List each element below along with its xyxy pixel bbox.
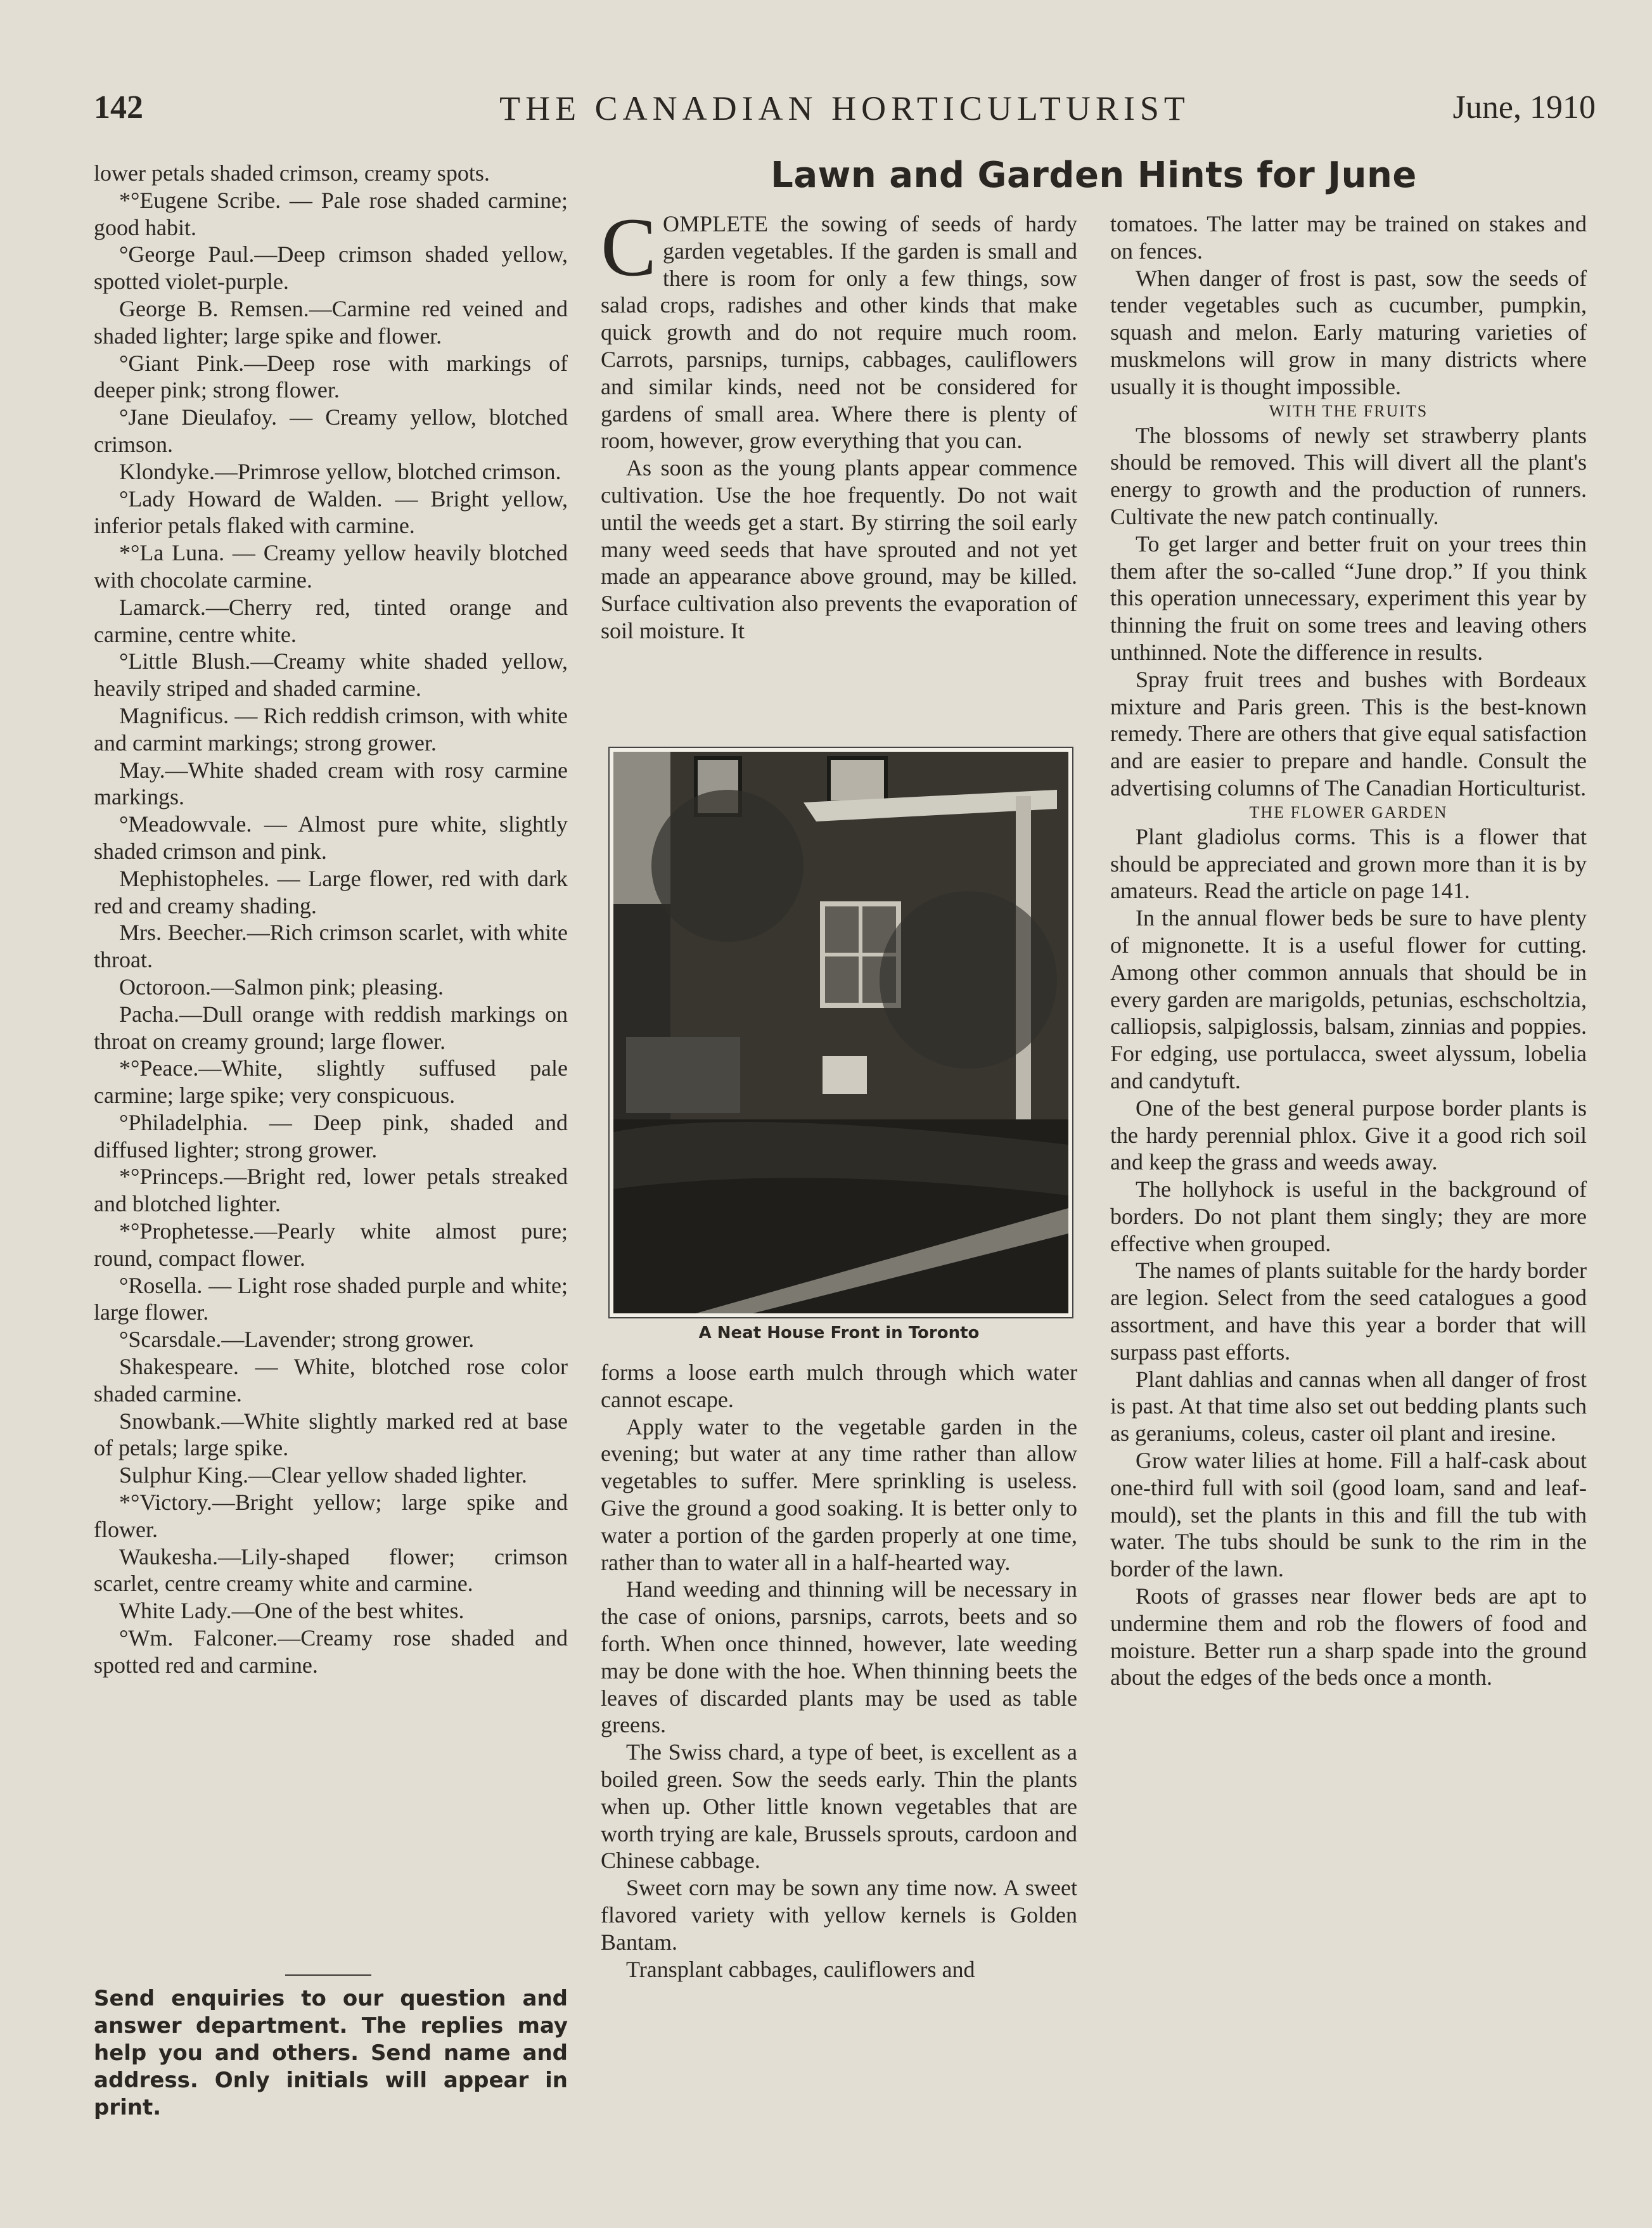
variety-entry: °Wm. Falconer.—Creamy rose shaded and spotted red and carmine. (94, 1625, 568, 1678)
variety-entry: White Lady.—One of the best whites. (119, 1598, 464, 1624)
variety-entry: lower petals shaded crimson, creamy spots. (94, 160, 490, 186)
variety-entry: °George Paul.—Deep crimson shaded yellow, spotted violet-purple. (94, 241, 568, 295)
house-photo-illustration (613, 752, 1068, 1313)
paragraph: The hollyhock is useful in the background of borders. Do not plant them singly; they are more effective when grouped. (1110, 1176, 1587, 1256)
variety-entry: *°Eugene Scribe. — Pale rose shaded carmine; good habit. (94, 187, 568, 240)
variety-entry: °Little Blush.—Creamy white shaded yellow, heavily striped and shaded carmine. (94, 648, 568, 702)
paragraph: Hand weeding and thinning will be necessary in the case of onions, parsnips, carrots, beets and so forth. When once thinned, however, late weeding may be done with the hoe. When thinning beets the leaves of discarded plants may be used as table greens. (601, 1576, 1077, 1738)
variety-entry: May.—White shaded cream with rosy carmine markings. (94, 757, 568, 810)
variety-entry: Snowbank.—White slightly marked red at base of petals; large spike. (94, 1408, 568, 1461)
right-column (1110, 210, 1587, 1691)
drop-cap: C (601, 200, 657, 293)
left-column (94, 160, 568, 1679)
paragraph: To get larger and better fruit on your trees thin them after the so-called “June drop.” If you think this operation unnecessary, experiment this year by thinning the fruit on some trees and leaving others unthinned. Note the difference in results. (1110, 531, 1587, 665)
issue-date: June, 1910 (1452, 89, 1596, 126)
variety-entry: °Philadelphia. — Deep pink, shaded and diffused lighter; strong grower. (94, 1109, 568, 1162)
middle-column-bottom (601, 1359, 1077, 1983)
variety-entry: Shakespeare. — White, blotched rose color shaded carmine. (94, 1354, 568, 1407)
middle-column-top (601, 200, 1077, 645)
enquiries-notice: Send enquiries to our question and answer department. The replies may help you and others. Send name and address. Only initials will appear in print. (94, 1986, 568, 2120)
paragraph: Plant gladiolus corms. This is a flower that should be appreciated and grown more than it is by amateurs. Read the article on page 141. (1110, 823, 1587, 904)
variety-entry: *°La Luna. — Creamy yellow heavily blotched with chocolate carmine. (94, 540, 568, 593)
divider-rule (285, 1974, 371, 1976)
page-number: 142 (94, 89, 143, 126)
variety-entry: °Meadowvale. — Almost pure white, slightly shaded crimson and pink. (94, 811, 568, 864)
variety-entry: Magnificus. — Rich reddish crimson, with white and carmint markings; strong grower. (94, 702, 568, 756)
paragraph: Plant dahlias and cannas when all danger of frost is past. At that time also set out bedding plants such as geraniums, coleus, caster oil plant and iresine. (1110, 1366, 1587, 1446)
paragraph: The Swiss chard, a type of beet, is excellent as a boiled green. Sow the seeds early. Thin the plants when up. Other little known vegetables that are worth trying are kale, Brussels sprouts, cardoon and Chinese cabbage. (601, 1739, 1077, 1874)
variety-entry: Waukesha.—Lily-shaped flower; crimson scarlet, centre creamy white and carmine. (94, 1543, 568, 1597)
variety-entry: Sulphur King.—Clear yellow shaded lighter. (119, 1462, 527, 1488)
variety-entry: °Jane Dieulafoy. — Creamy yellow, blotched crimson. (94, 404, 568, 457)
variety-entry: Octoroon.—Salmon pink; pleasing. (119, 974, 444, 1000)
variety-entry: *°Princeps.—Bright red, lower petals streaked and blotched lighter. (94, 1164, 568, 1217)
paragraph: forms a loose earth mulch through which water cannot escape. (601, 1360, 1077, 1412)
photo-caption: A Neat House Front in Toronto (698, 1323, 980, 1343)
house-front-photo (610, 748, 1072, 1317)
variety-entry: Klondyke.—Primrose yellow, blotched crimson. (119, 458, 561, 484)
variety-entry: Pacha.—Dull orange with reddish markings on throat on creamy ground; large flower. (94, 1001, 568, 1054)
variety-entry: °Scarsdale.—Lavender; strong grower. (119, 1327, 475, 1353)
section-heading-fruits: WITH THE FRUITS (1269, 401, 1428, 420)
paragraph: Sweet corn may be sown any time now. A sweet flavored variety with yellow kernels is Golden Bantam. (601, 1875, 1077, 1955)
article-title: Lawn and Garden Hints for June (771, 155, 1417, 196)
paragraph: Apply water to the vegetable garden in the evening; but water at any time rather than allow vegetables to suffer. Mere sprinkling is useless. Give the ground a good soaking. It is better only to water a portion of the garden properly at one time, rather than to water all in a half-hearted way. (601, 1413, 1077, 1575)
paragraph: Roots of grasses near flower beds are apt to undermine them and rob the flowers of food and moisture. Better run a sharp spade into the ground about the edges of the beds once a month. (1110, 1583, 1587, 1690)
variety-entry: *°Peace.—White, slightly suffused pale carmine; large spike; very conspicuous. (94, 1055, 568, 1109)
paragraph: In the annual flower beds be sure to have plenty of mignonette. It is a useful flower for cutting. Among other common annuals that should be in every garden are marigolds, petunias, eschscholtzia, calliopsis, salpiglossis, balsam, zinnias and poppies. For edging, use portulacca, sweet alyssum, lobelia and candytuft. (1110, 905, 1587, 1093)
opening-text: OMPLETE the sowing of seeds of hardy garden vegetables. If the garden is small and there is room for only a few things, sow salad crops, radishes and other kinds that make quick growth and do not require much room. Carrots, parsnips, turnips, cabbages, cauliflowers and similar kinds, need not be considered for gardens of small area. Where there is plenty of room, however, grow everything that you can. (601, 211, 1077, 454)
opening-paragraph (601, 200, 1077, 454)
variety-entry: Mrs. Beecher.—Rich crimson scarlet, with white throat. (94, 920, 568, 973)
variety-entry: °Lady Howard de Walden. — Bright yellow, inferior petals flaked with carmine. (94, 486, 568, 539)
variety-entry: Mephistopheles. — Large flower, red with dark red and creamy shading. (94, 865, 568, 918)
paragraph: The names of plants suitable for the hardy border are legion. Select from the seed catalogues a good assortment, and have this year a border that will surpass past efforts. (1110, 1258, 1587, 1365)
masthead: THE CANADIAN HORTICULTURIST (499, 89, 1190, 127)
page-header (94, 89, 1596, 139)
paragraph: The blossoms of newly set strawberry plants should be removed. This will divert all the plant's energy to growth and the production of runners. Cultivate the new patch continually. (1110, 422, 1587, 529)
variety-entry: *°Victory.—Bright yellow; large spike and flower. (94, 1490, 568, 1542)
variety-entry: °Giant Pink.—Deep rose with markings of deeper pink; strong flower. (94, 350, 568, 403)
variety-entry: °Rosella. — Light rose shaded purple and white; large flower. (94, 1272, 568, 1325)
paragraph: As soon as the young plants appear commence cultivation. Use the hoe frequently. Do not wait until the weeds get a start. By stirring the soil early many weed seeds that have sprouted and not yet made an appearance above ground, may be killed. Surface cultivation also prevents the evaporation of soil moisture. It (601, 455, 1077, 643)
variety-entry: Lamarck.—Cherry red, tinted orange and carmine, centre white. (94, 594, 568, 647)
paragraph: When danger of frost is past, sow the seeds of tender vegetables such as cucumber, pumpkin, squash and melon. Early maturing varieties of muskmelons will grow in many districts where usually it is thought impossible. (1110, 265, 1587, 399)
paragraph: Transplant cabbages, cauliflowers and (626, 1956, 975, 1982)
variety-entry: George B. Remsen.—Carmine red veined and shaded lighter; large spike and flower. (94, 295, 568, 349)
section-heading-flower-garden: THE FLOWER GARDEN (1249, 802, 1448, 821)
paragraph: Grow water lilies at home. Fill a half-cask about one-third full with soil (good loam, sand and leaf-mould), set the plants in this and fill the tub with water. The tubs should be sunk to the rim in the border of the lawn. (1110, 1448, 1587, 1582)
paragraph: One of the best general purpose border plants is the hardy perennial phlox. Give it a good rich soil and keep the grass and weeds away. (1110, 1095, 1587, 1175)
paragraph: tomatoes. The latter may be trained on stakes and on fences. (1110, 211, 1587, 264)
variety-entry: *°Prophetesse.—Pearly white almost pure; round, compact flower. (94, 1218, 568, 1271)
paragraph: Spray fruit trees and bushes with Bordeaux mixture and Paris green. This is the best-known remedy. There are others that give equal satisfaction and are easier to prepare and handle. Consult the advertising columns of The Canadian Horticulturist. (1110, 666, 1587, 801)
